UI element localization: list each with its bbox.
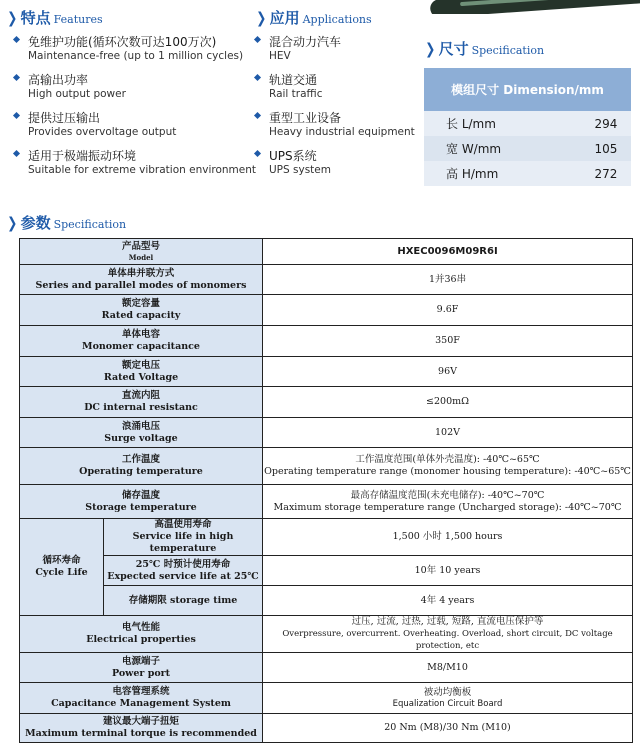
table-row: 储存温度 Storage temperature 最高存储温度范围(未充电储存): -40℃~70℃ Maximum storage temperature range (Uncharged storage): -40℃~70℃ bbox=[20, 485, 633, 519]
table-row: 电源端子 Power port M8/M10 bbox=[20, 653, 633, 683]
diamond-bullet-icon bbox=[13, 36, 20, 43]
diamond-bullet-icon bbox=[13, 150, 20, 157]
applications-title-cn: 应用 bbox=[269, 9, 300, 27]
table-row: 直流内阻 DC internal resistanc ≤200mΩ bbox=[20, 387, 633, 418]
list-item: 轨道交通 Rail traffic bbox=[255, 72, 415, 101]
table-row: 宽 W/mm 105 bbox=[424, 136, 631, 161]
table-row: 长 L/mm 294 bbox=[424, 111, 631, 136]
table-row: 额定电压 Rated Voltage 96V bbox=[20, 357, 633, 387]
dimension-heading bbox=[424, 38, 544, 59]
diamond-bullet-icon bbox=[254, 36, 261, 43]
table-row: 单体串并联方式 Series and parallel modes of monomers 1并36串 bbox=[20, 265, 633, 295]
diamond-bullet-icon bbox=[254, 112, 261, 119]
diamond-bullet-icon bbox=[254, 150, 261, 157]
dimension-header: 模组尺寸 Dimension/mm bbox=[424, 68, 631, 111]
spec-heading bbox=[6, 212, 126, 233]
model-value: HXEC0096M09R6I bbox=[263, 239, 633, 265]
table-row: 循环寿命 Cycle Life 高温使用寿命 Service life in high temperature 1,500 小时 1,500 hours bbox=[20, 519, 633, 556]
list-item: 高输出功率 High output power bbox=[14, 72, 256, 101]
chevron-right-icon: ❯ bbox=[425, 40, 436, 58]
table-row: 高 H/mm 272 bbox=[424, 161, 631, 186]
cycle-life-label: 循环寿命 Cycle Life bbox=[20, 519, 104, 616]
table-row: 电气性能 Electrical properties 过压, 过流, 过热, 过载, 短路, 直流电压保护等 Overpressure, overcurrent. Overheating. Overload, short circuit, DC voltage protection, etc bbox=[20, 616, 633, 653]
chevron-right-icon: ❯ bbox=[7, 9, 18, 27]
applications-list bbox=[255, 34, 415, 186]
applications-heading bbox=[255, 7, 372, 28]
dimension-title-en: Specification bbox=[471, 44, 545, 57]
features-list bbox=[14, 34, 256, 186]
spec-title-cn: 参数 bbox=[20, 214, 51, 232]
features-title-cn: 特点 bbox=[20, 9, 51, 27]
table-row: 建议最大端子扭矩 Maximum terminal torque is recommended 20 Nm (M8)/30 Nm (M10) bbox=[20, 714, 633, 743]
features-title-en: Features bbox=[53, 13, 103, 26]
list-item: 免维护功能(循环次数可达100万次) Maintenance-free (up to 1 million cycles) bbox=[14, 34, 256, 63]
table-row: 单体电容 Monomer capacitance 350F bbox=[20, 326, 633, 357]
product-image-edge bbox=[420, 0, 640, 14]
list-item: 适用于极端振动环境 Suitable for extreme vibration environment bbox=[14, 148, 256, 177]
table-row: 产品型号 Model HXEC0096M09R6I bbox=[20, 239, 633, 265]
table-row: 电容管理系统 Capacitance Management System 被动均衡板 Equalization Circuit Board bbox=[20, 683, 633, 714]
table-row: 浪涌电压 Surge voltage 102V bbox=[20, 418, 633, 448]
diamond-bullet-icon bbox=[13, 112, 20, 119]
spec-table bbox=[19, 238, 633, 743]
spec-title-en: Specification bbox=[53, 218, 127, 231]
list-item: 重型工业设备 Heavy industrial equipment bbox=[255, 110, 415, 139]
list-item: 混合动力汽车 HEV bbox=[255, 34, 415, 63]
table-row: 25℃ 时预计使用寿命 Expected service life at 25℃ 10年 10 years bbox=[20, 556, 633, 586]
table-row: 额定容量 Rated capacity 9.6F bbox=[20, 295, 633, 326]
diamond-bullet-icon bbox=[13, 74, 20, 81]
list-item: UPS系统 UPS system bbox=[255, 148, 415, 177]
chevron-right-icon: ❯ bbox=[7, 214, 18, 232]
diamond-bullet-icon bbox=[254, 74, 261, 81]
table-row: 工作温度 Operating temperature 工作温度范围(单体外壳温度): -40℃~65℃ Operating temperature range (monomer housing temperature): -40℃~65℃ bbox=[20, 448, 633, 485]
features-heading bbox=[6, 7, 103, 28]
table-row: 存储期限 storage time 4年 4 years bbox=[20, 586, 633, 616]
applications-title-en: Applications bbox=[302, 13, 372, 26]
chevron-right-icon: ❯ bbox=[256, 9, 267, 27]
list-item: 提供过压输出 Provides overvoltage output bbox=[14, 110, 256, 139]
dimension-table bbox=[424, 68, 631, 186]
dimension-title-cn: 尺寸 bbox=[438, 40, 469, 58]
